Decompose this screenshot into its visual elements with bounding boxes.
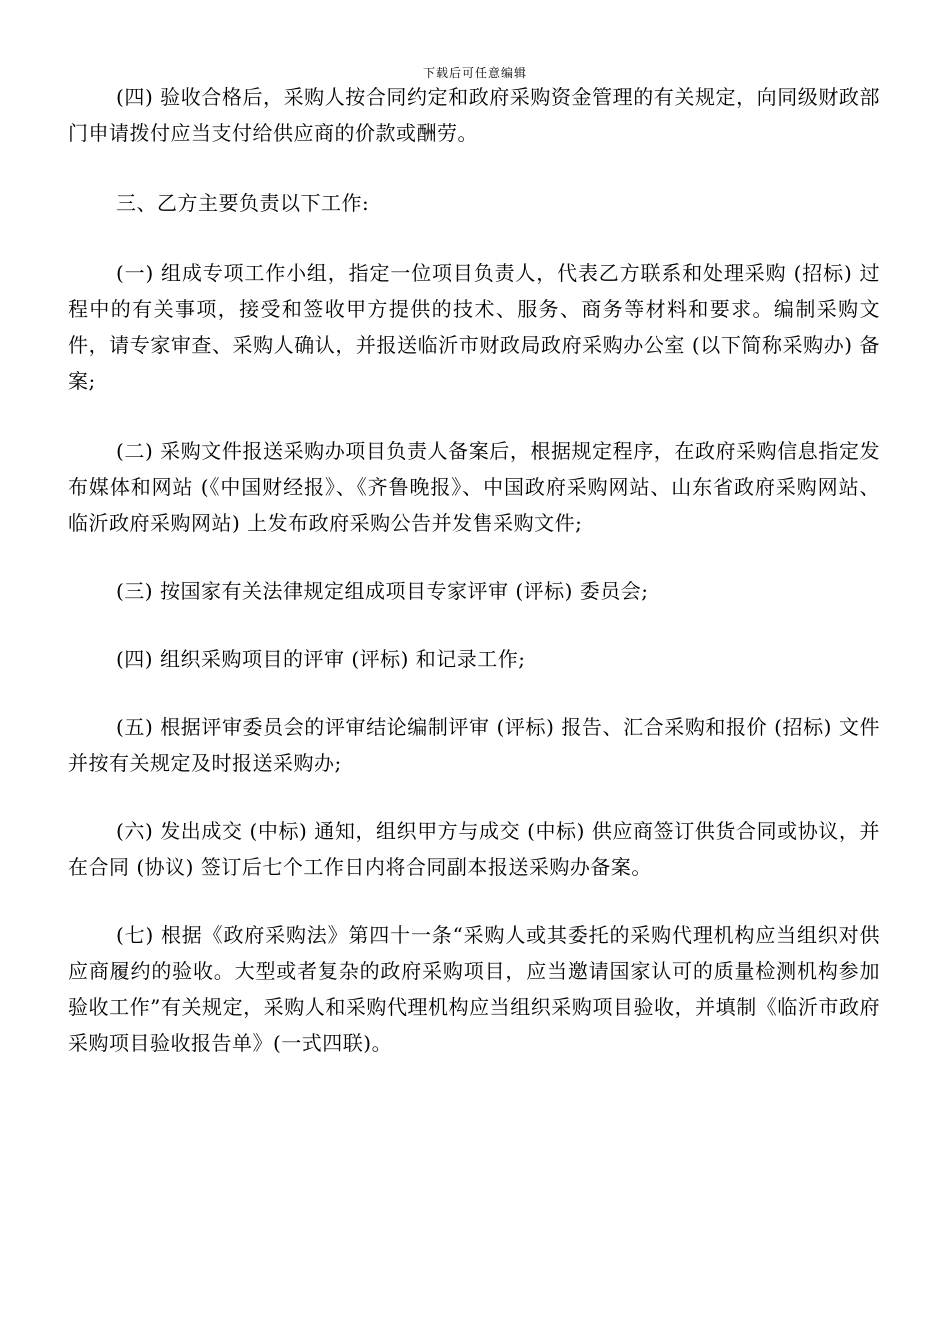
paragraph-2-publish-announcement: (二) 采购文件报送采购办项目负责人备案后，根据规定程序，在政府采购信息指定发布媒体和网站 (《中国财经报》、《齐鲁晚报》、中国政府采购网站、山东省政府采购网站、临沂政府采购网站) 上发布政府采购公告并发售采购文件; xyxy=(68,439,880,535)
page-header-note: 下载后可任意编辑 xyxy=(422,66,527,80)
section-heading-party-b-duties: 三、乙方主要负责以下工作: xyxy=(116,191,370,215)
document-body xyxy=(68,79,880,1061)
paragraph-7-acceptance-inspection: (七) 根据《政府采购法》第四十一条“采购人或其委托的采购代理机构应当组织对供应商履约的验收。大型或者复杂的政府采购项目，应当邀请国家认可的质量检测机构参加验收工作”有关规定，采购人和采购代理机构应当组织采购项目验收，并填制《临沂市政府采购项目验收报告单》(一式四联)。 xyxy=(68,923,880,1055)
paragraph-3-expert-committee: (三) 按国家有关法律规定组成项目专家评审 (评标) 委员会; xyxy=(116,579,649,603)
paragraph-1-project-team: (一) 组成专项工作小组，指定一位项目负责人，代表乙方联系和处理采购 (招标) 过程中的有关事项，接受和签收甲方提供的技术、服务、商务等材料和要求。编制采购文件，请专家审查、采购人确认，并报送临沂市财政局政府采购办公室 (以下简称采购办) 备案; xyxy=(68,261,880,393)
paragraph-6-award-notice: (六) 发出成交 (中标) 通知，组织甲方与成交 (中标) 供应商签订供货合同或协议，并在合同 (协议) 签订后七个工作日内将合同副本报送采购办备案。 xyxy=(68,819,880,879)
paragraph-4-acceptance-payment: (四) 验收合格后，采购人按合同约定和政府采购资金管理的有关规定，向同级财政部门申请拨付应当支付给供应商的价款或酬劳。 xyxy=(68,85,880,145)
paragraph-5-review-report: (五) 根据评审委员会的评审结论编制评审 (评标) 报告、汇合采购和报价 (招标) 文件并按有关规定及时报送采购办; xyxy=(68,715,880,775)
paragraph-4-organize-review: (四) 组织采购项目的评审 (评标) 和记录工作; xyxy=(116,647,526,671)
